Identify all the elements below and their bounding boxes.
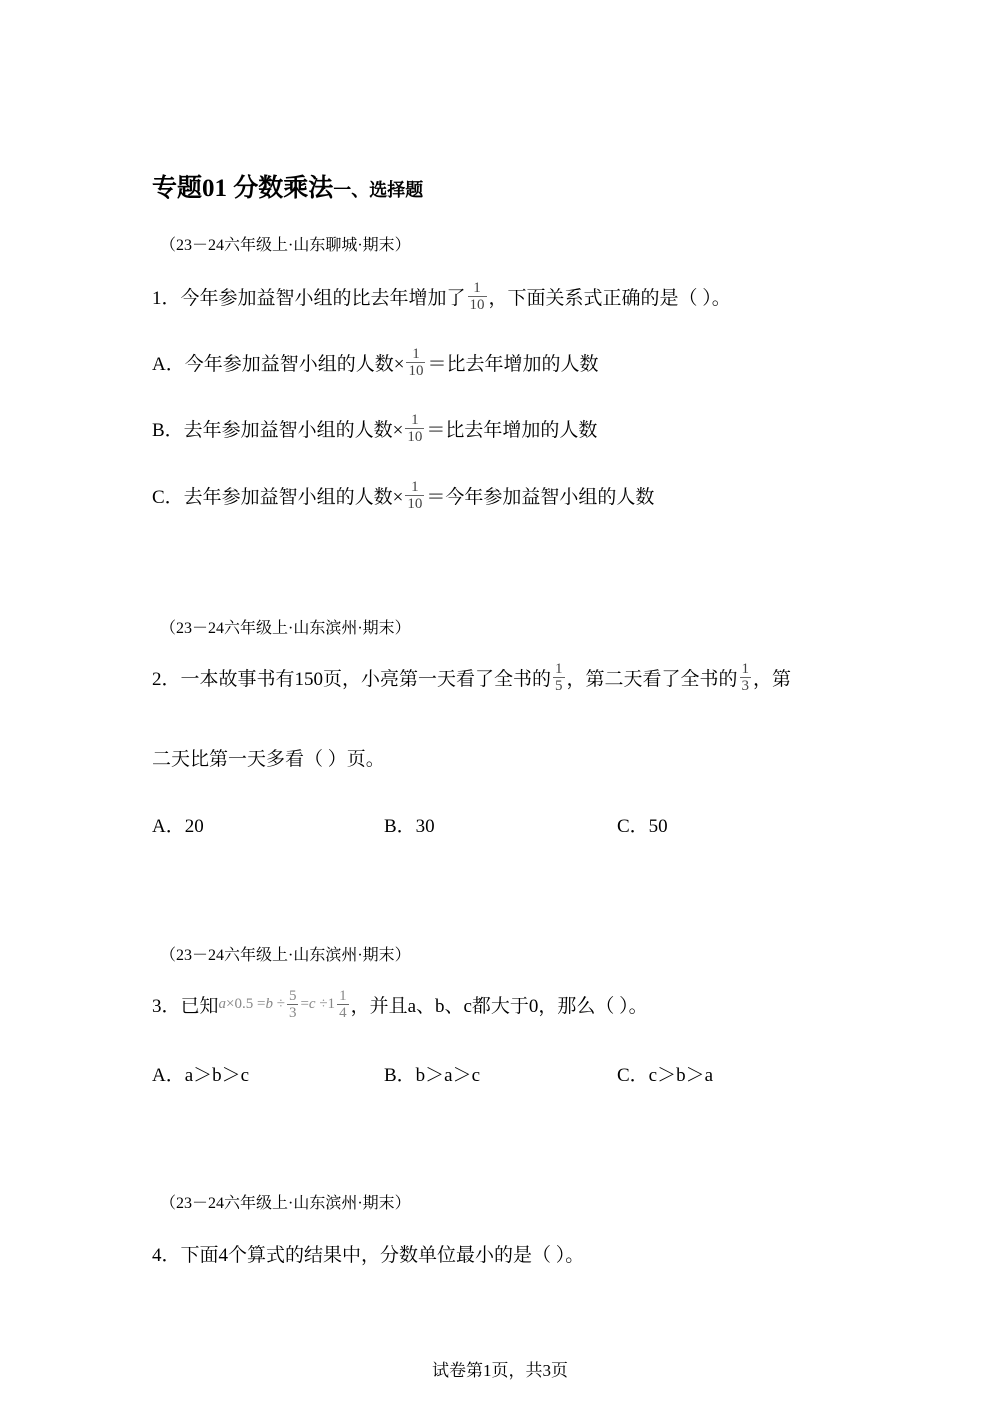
q1-stem-tail: ，下面关系式正确的是（ ）。 [488,287,731,309]
title-main: 专题01 分数乘法 [152,175,334,202]
q2-stem-line2: 二天比第一天多看（ ）页。 [152,748,385,770]
option-fraction: $\frac{1}{10}$ [408,345,424,379]
q1-option-a[interactable] [152,332,598,392]
q2-fraction-2: $\frac{1}{3}$ [741,660,750,694]
q2-fraction-1: $\frac{1}{5}$ [555,660,563,694]
q1-stem [152,266,731,326]
option-tail: ＝比去年增加的人数 [426,419,598,441]
q2-option-a[interactable]: A．20 [152,816,204,837]
q2-stem-tail: ，第 [753,668,792,690]
section-heading: 一、选择题 [333,180,424,200]
q3-formula: a ×0.5 = b ÷ $\frac{5}{3}$ = c ÷1 $\frac{1}{4}$ [218,987,347,1021]
q1-fraction: $\frac{1}{10}$ [469,279,485,313]
q4-source: （23－24六年级上·山东滨州·期末） [160,1195,411,1212]
q1-option-b[interactable] [152,398,597,458]
q1-stem-text: 1．今年参加益智小组的比去年增加了 [152,287,466,309]
q4-stem: 4．下面4个算式的结果中，分数单位最小的是（ ）。 [152,1244,585,1266]
option-fraction: $\frac{1}{10}$ [407,478,423,512]
q3-stem [152,974,648,1034]
q2-stem [152,647,791,707]
option-text: B．去年参加益智小组的人数× [152,419,404,441]
q2-source: （23－24六年级上·山东滨州·期末） [160,620,411,637]
q3-option-a[interactable]: A．a＞b＞c [152,1065,250,1086]
q3-option-c[interactable]: C．c＞b＞a [617,1065,714,1086]
q2-stem-mid: ，第二天看了全书的 [566,668,738,690]
option-text: C．去年参加益智小组的人数× [152,486,404,508]
q3-stem-text: 3．已知 [152,995,219,1017]
option-tail: ＝今年参加益智小组的人数 [426,486,655,508]
q1-source: （23－24六年级上·山东聊城·期末） [160,237,411,254]
q3-source: （23－24六年级上·山东滨州·期末） [160,947,411,964]
q2-option-b[interactable]: B．30 [384,816,435,837]
option-text: A．今年参加益智小组的人数× [152,353,405,375]
q2-option-c[interactable]: C．50 [617,816,668,837]
q3-stem-tail: ，并且a、b、c都大于0，那么（ ）。 [350,995,648,1017]
q3-option-b[interactable]: B．b＞a＞c [384,1065,481,1086]
option-tail: ＝比去年增加的人数 [427,353,599,375]
page-title [152,168,423,204]
q2-stem-text: 2．一本故事书有150页，小亮第一天看了全书的 [152,668,552,690]
page-footer: 试卷第1页，共3页 [432,1361,568,1380]
q1-option-c[interactable] [152,465,654,525]
option-fraction: $\frac{1}{10}$ [407,411,423,445]
